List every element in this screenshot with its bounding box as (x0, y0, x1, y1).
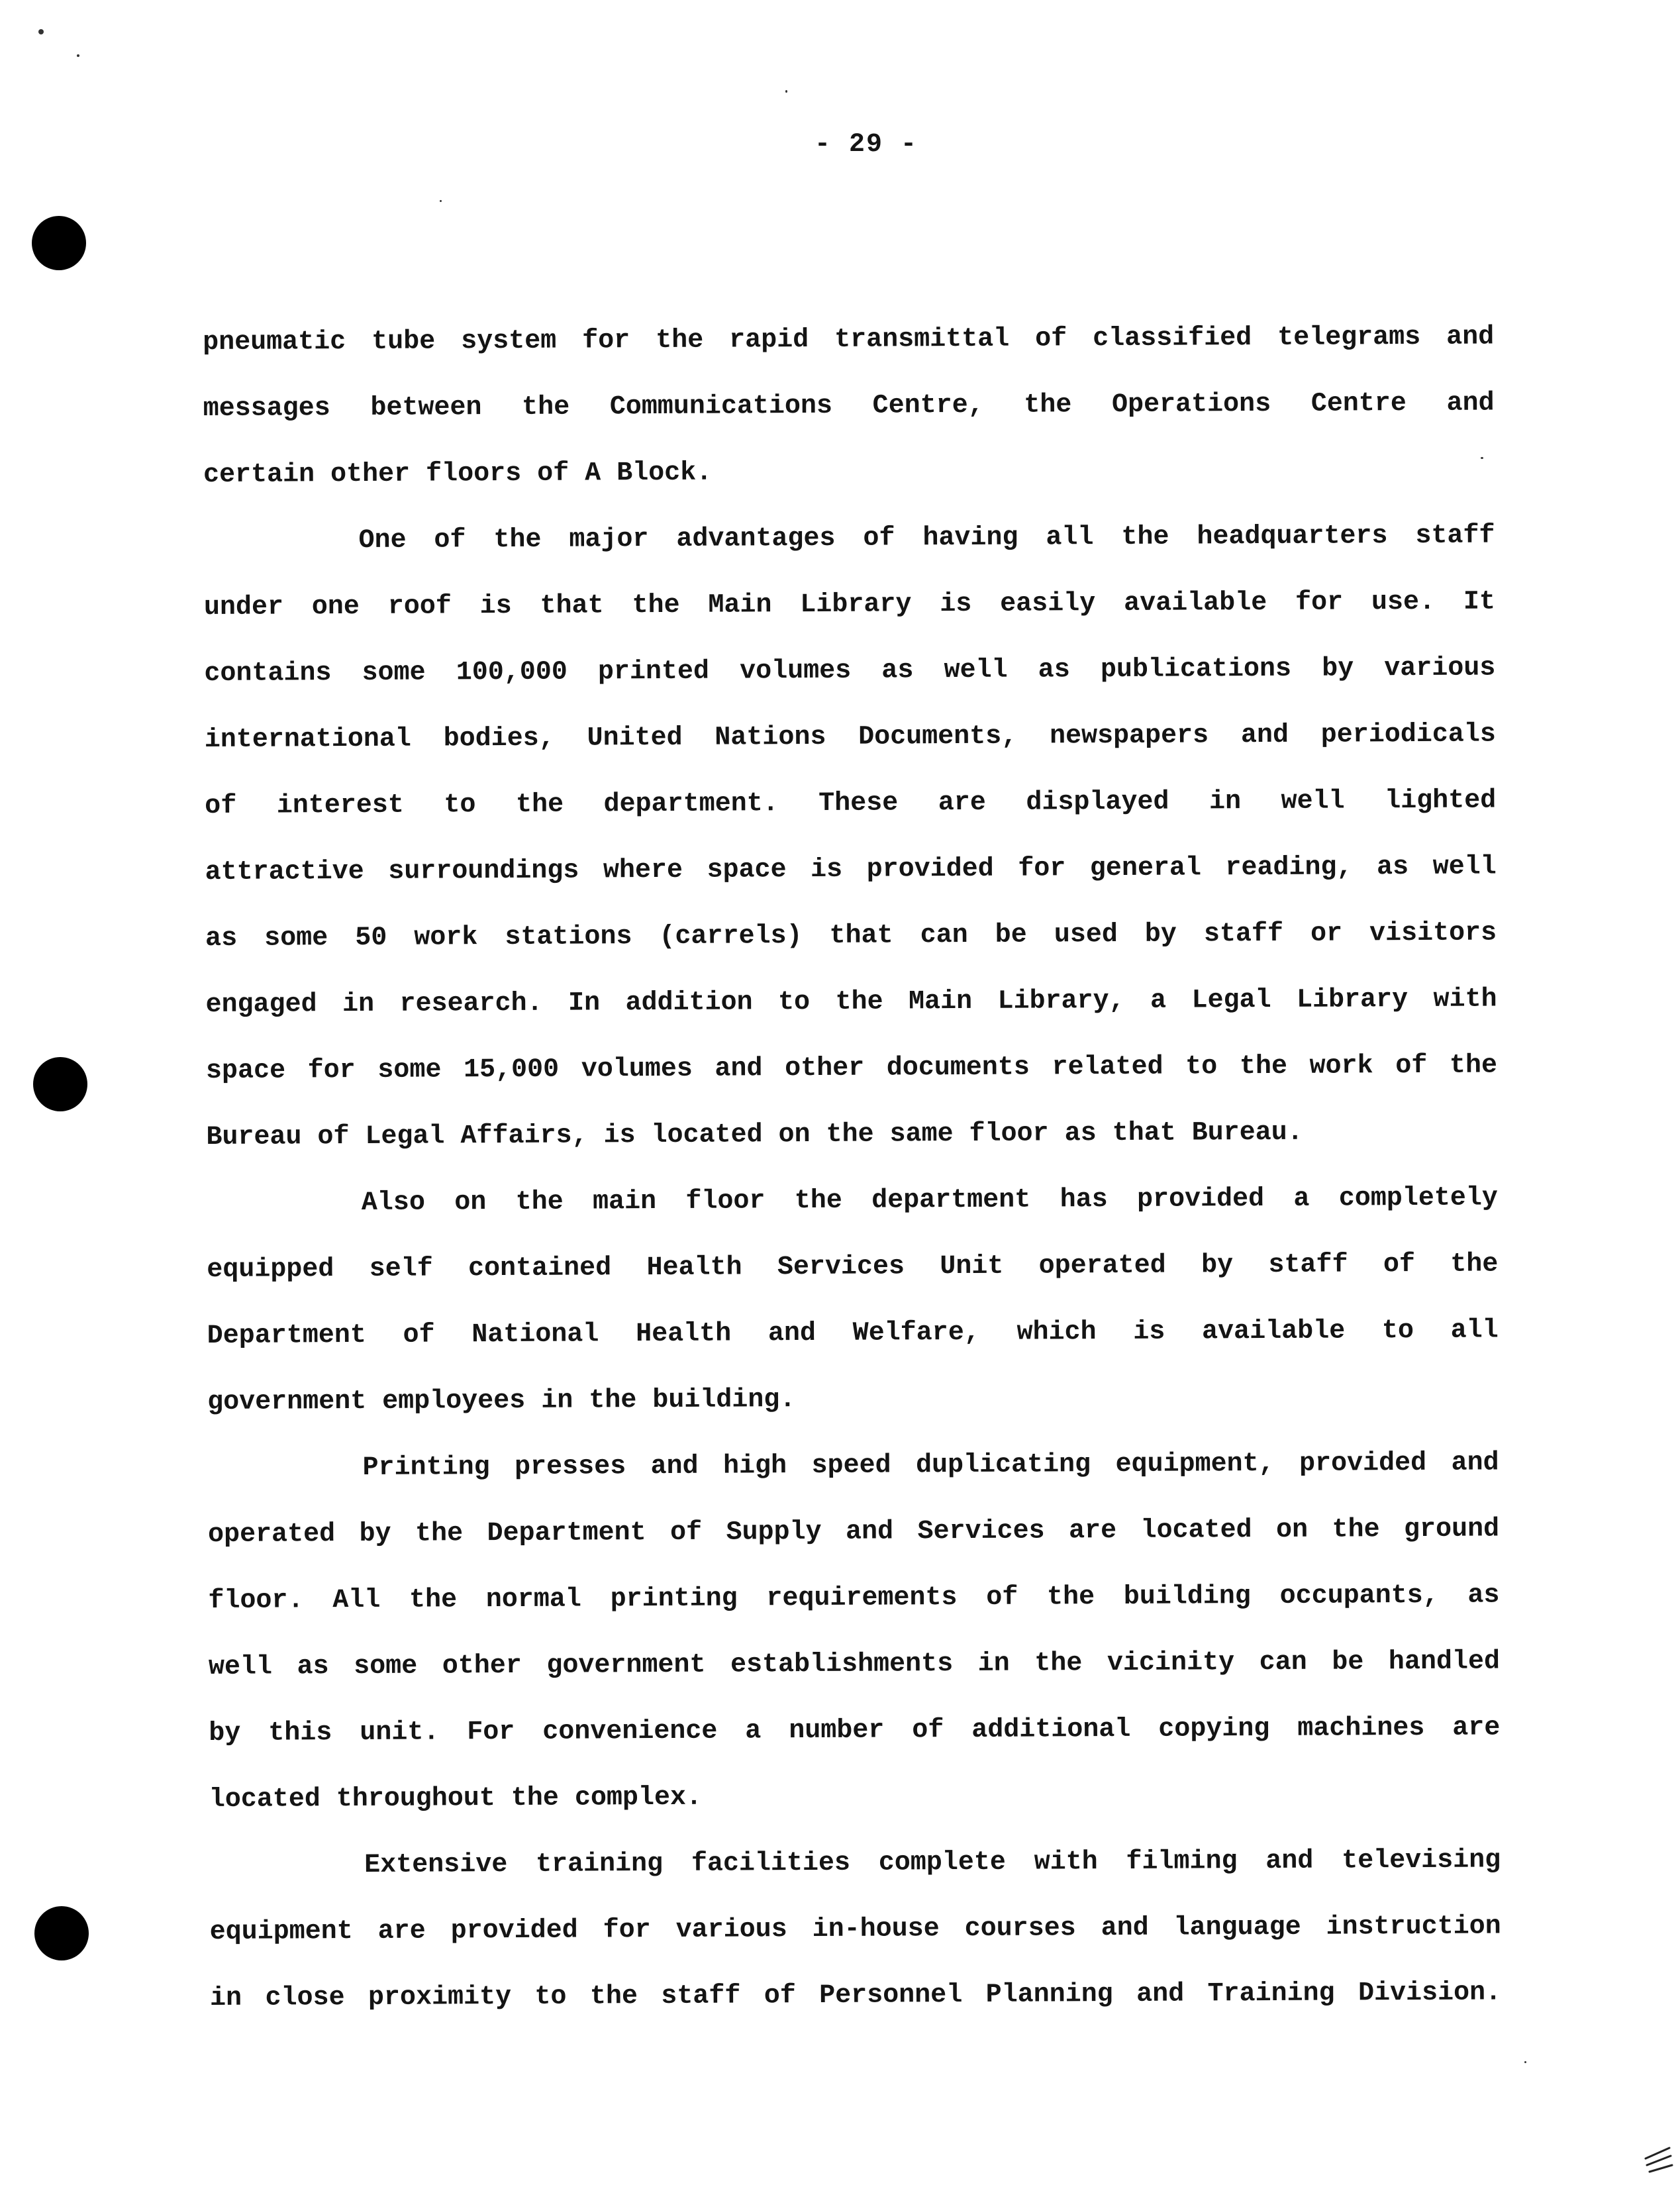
text-line: Extensive training facilities complete with filming and televising (364, 1845, 1501, 1880)
text-line: international bodies, United Nations Documents, newspapers and periodicals (204, 719, 1496, 755)
text-line: pneumatic tube system for the rapid transmittal of classified telegrams and (203, 322, 1495, 358)
body-text (203, 304, 1501, 2031)
text-line: under one roof is that the Main Library is easily available for use. It (203, 587, 1496, 623)
text-line: contains some 100,000 printed volumes as well as publications by various (204, 653, 1496, 689)
text-line: engaged in research. In addition to the Main Library, a Legal Library with (205, 984, 1497, 1020)
scan-speck (38, 29, 44, 34)
binder-punch-hole (34, 1906, 89, 1960)
text-line: Also on the main floor the department has provided a completely (361, 1183, 1498, 1218)
text-line: by this unit. For convenience a number of additional copying machines are (209, 1713, 1501, 1749)
text-line: messages between the Communications Centre, the Operations Centre and (203, 388, 1495, 424)
binder-punch-hole (32, 216, 86, 270)
scan-speck (785, 90, 787, 93)
text-line: located throughout the complex. (209, 1782, 703, 1815)
scan-speck (1524, 2061, 1526, 2063)
text-line: operated by the Department of Supply and Services are located on the ground (207, 1514, 1500, 1550)
text-line: well as some other government establishments in the vicinity can be handled (208, 1647, 1501, 1682)
text-line: government employees in the building. (207, 1385, 796, 1417)
text-line: floor. All the normal printing requirements of the building occupants, as (208, 1580, 1500, 1616)
text-line: space for some 15,000 volumes and other documents related to the work of the (205, 1050, 1498, 1086)
text-line: certain other floors of A Block. (203, 458, 713, 490)
margin-pen-mark (1643, 2136, 1673, 2176)
text-line: of interest to the department. These are displayed in well lighted (205, 786, 1497, 821)
scan-speck (1481, 457, 1483, 459)
scan-speck (440, 200, 442, 202)
text-line: attractive surroundings where space is provided for general reading, as well (205, 852, 1497, 888)
binder-punch-hole (33, 1057, 87, 1111)
scan-speck (77, 54, 79, 57)
text-line: equipped self contained Health Services Unit operated by staff of the (207, 1249, 1499, 1285)
text-line: Printing presses and high speed duplicating equipment, provided and (362, 1448, 1499, 1483)
text-line: equipment are provided for various in-house courses and language instruction (209, 1911, 1501, 1947)
page-number: - 29 - (815, 130, 918, 160)
text-line: One of the major advantages of having all the headquarters staff (358, 521, 1495, 556)
text-line: Bureau of Legal Affairs, is located on the same floor as that Bureau. (206, 1117, 1303, 1152)
text-line: in close proximity to the staff of Personnel Planning and Training Division. (210, 1978, 1502, 2013)
text-line: Department of National Health and Welfare, which is available to all (207, 1315, 1499, 1351)
text-line: as some 50 work stations (carrels) that can be used by staff or visitors (205, 918, 1497, 954)
